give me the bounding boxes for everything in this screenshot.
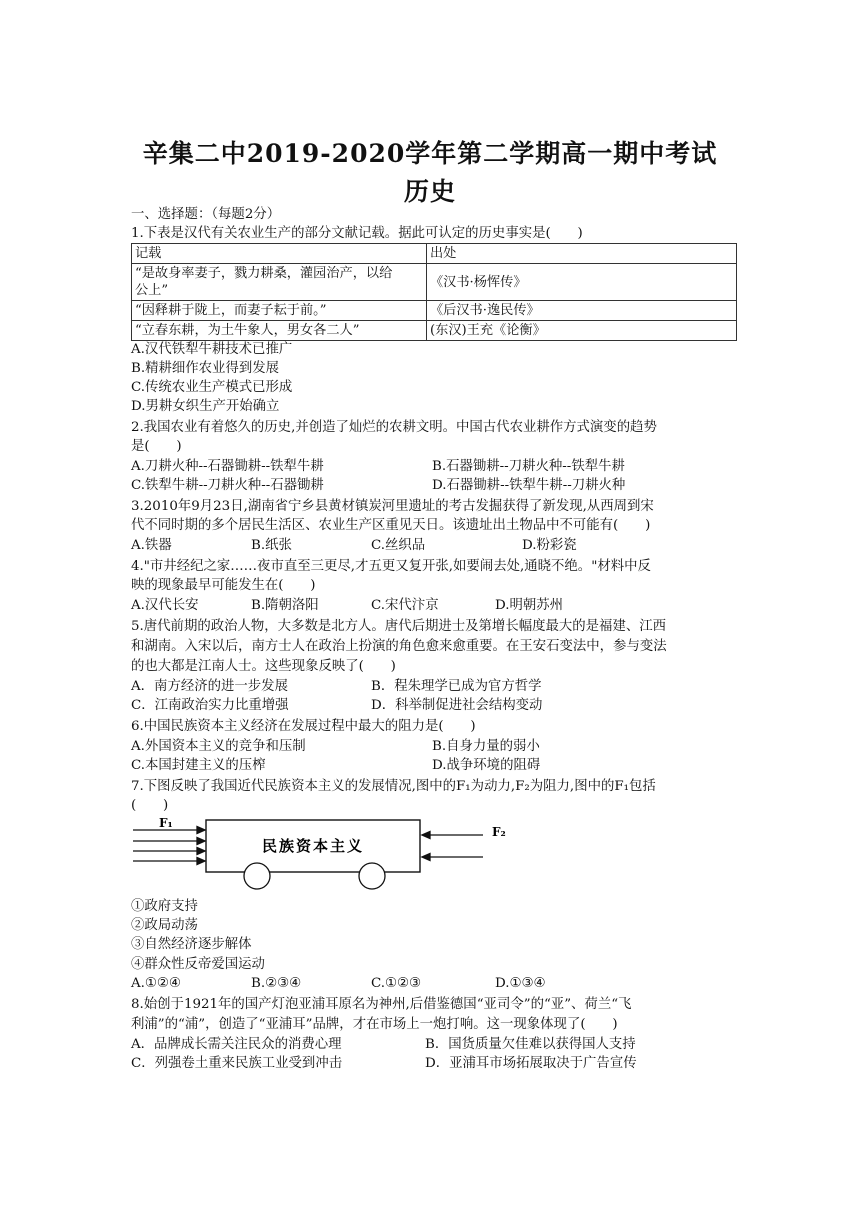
left-wheel xyxy=(244,863,270,889)
table-cell-source: 《汉书·杨恽传》 xyxy=(427,264,737,301)
table-cell-source: 《后汉书·逸民传》 xyxy=(427,301,737,321)
q3-option-c: C.丝织品 xyxy=(371,538,426,553)
q7-option-a: A.①②④ xyxy=(131,976,181,991)
q2-stem: 2.我国农业有着悠久的历史,并创造了灿烂的农耕文明。中国古代农业耕作方式演变的趋势 xyxy=(131,420,657,435)
table-cell-record xyxy=(132,264,427,301)
q7-stem: 7.下图反映了我国近代民族资本主义的发展情况,图中的F₁为动力,F₂为阻力,图中的F₁包括 xyxy=(131,779,656,794)
f1-label: F₁ xyxy=(159,816,173,830)
right-wheel xyxy=(359,863,385,889)
q7-item-4: ④群众性反帝爱国运动 xyxy=(131,957,265,972)
q1-option-b: B.精耕细作农业得到发展 xyxy=(131,361,280,376)
q1-option-d: D.男耕女织生产开始确立 xyxy=(131,399,280,414)
q4-stem: 4."市井经纪之家……夜市直至三更尽,才五更又复开张,如要闹去处,通晓不绝。"材料中反 xyxy=(131,559,651,574)
q7-option-d: D.①③④ xyxy=(495,976,546,991)
exam-title: 辛集二中2019-2020学年第二学期高一期中考试 xyxy=(142,139,718,168)
q1-option-c: C.传统农业生产模式已形成 xyxy=(131,380,293,395)
q5-stem-cont: 和湖南。入宋以后，南方士人在政治上扮演的角色愈来愈重要。在王安石变法中，参与变法 xyxy=(131,639,667,654)
q7-force-diagram xyxy=(133,815,553,890)
q2-option-a: A.刀耕火种--石器锄耕--铁犁牛耕 xyxy=(131,459,324,474)
f2-arrows xyxy=(422,832,483,861)
q6-option-a: A.外国资本主义的竞争和压制 xyxy=(131,739,306,754)
q8-option-d: D．亚浦耳市场拓展取决于广告宣传 xyxy=(425,1056,637,1071)
table-header-cell: 出处 xyxy=(427,244,737,264)
q6-option-c: C.本国封建主义的压榨 xyxy=(131,758,266,773)
q7-stem-cont: ( ) xyxy=(131,798,169,813)
table-row xyxy=(132,301,737,321)
q2-option-c: C.铁犁牛耕--刀耕火种--石器锄耕 xyxy=(131,478,324,493)
record-line: 公上” xyxy=(135,283,169,298)
table-row xyxy=(132,264,737,301)
f2-label: F₂ xyxy=(492,825,506,839)
q4-option-b: B.隋朝洛阳 xyxy=(251,598,319,613)
section-heading: 一、选择题：（每题2分） xyxy=(131,207,281,222)
q7-item-1: ①政府支持 xyxy=(131,899,198,914)
q7-option-b: B.②③④ xyxy=(251,976,302,991)
q4-stem-cont: 映的现象最早可能发生在( ) xyxy=(131,578,316,593)
q2-stem-cont: 是( ) xyxy=(131,439,182,454)
q6-stem: 6.中国民族资本主义经济在发展过程中最大的阻力是( ) xyxy=(131,719,476,734)
q5-stem-cont: 的也大都是江南人士。这些现象反映了( ) xyxy=(131,659,396,674)
enterprise-box-label: 民族资本主义 xyxy=(261,837,365,855)
q5-stem: 5.唐代前期的政治人物，大多数是北方人。唐代后期进士及第增长幅度最大的是福建、江西 xyxy=(131,619,667,634)
q8-stem: 8.始创于1921年的国产灯泡亚浦耳原名为神州,后借鉴德国“亚司令”的“亚”、荷兰“飞 xyxy=(131,997,632,1012)
q6-option-d: D.战争环境的阻碍 xyxy=(432,758,541,773)
table-row xyxy=(132,321,737,341)
q3-option-d: D.粉彩瓷 xyxy=(522,538,577,553)
f1-arrows xyxy=(133,827,205,865)
q1-option-a: A.汉代铁犁牛耕技术已推广 xyxy=(131,342,293,357)
q4-option-a: A.汉代长安 xyxy=(131,598,199,613)
q7-item-2: ②政局动荡 xyxy=(131,918,198,933)
q3-stem: 3.2010年9月23日,湖南省宁乡县黄材镇炭河里遗址的考古发掘获得了新发现,从西周到宋 xyxy=(131,499,654,514)
q4-option-d: D.明朝苏州 xyxy=(495,598,564,613)
q2-option-d: D.石器锄耕--铁犁牛耕--刀耕火种 xyxy=(432,478,626,493)
q3-stem-cont: 代不同时期的多个居民生活区、农业生产区重见天日。该遗址出土物品中不可能有( ) xyxy=(131,518,651,533)
q6-option-b: B.自身力量的弱小 xyxy=(432,739,540,754)
q5-option-b: B．程朱理学已成为官方哲学 xyxy=(371,679,542,694)
q2-option-b: B.石器锄耕--刀耕火种--铁犁牛耕 xyxy=(432,459,625,474)
q8-option-b: B．国货质量欠佳难以获得国人支持 xyxy=(425,1037,636,1052)
q3-option-b: B.纸张 xyxy=(251,538,292,553)
q5-option-c: C．江南政治实力比重增强 xyxy=(131,698,289,713)
q7-option-c: C.①②③ xyxy=(371,976,422,991)
q5-option-d: D．科举制促进社会结构变动 xyxy=(371,698,543,713)
q8-stem-cont: 利浦”的“浦”，创造了“亚浦耳”品牌，才在市场上一炮打响。这一现象体现了( ) xyxy=(131,1017,618,1032)
subject-title: 历史 xyxy=(403,177,456,206)
q1-stem: 1.下表是汉代有关农业生产的部分文献记载。据此可认定的历史事实是( ) xyxy=(131,226,583,241)
table-header-cell: 记载 xyxy=(132,244,427,264)
q5-option-a: A．南方经济的进一步发展 xyxy=(131,679,288,694)
q1-source-table xyxy=(131,243,737,341)
table-header-row xyxy=(132,244,737,264)
table-cell-record: “立春东耕，为土牛象人，男女各二人” xyxy=(132,321,427,341)
table-cell-source: (东汉)王充《论衡》 xyxy=(427,321,737,341)
q8-option-a: A．品牌成长需关注民众的消费心理 xyxy=(131,1037,342,1052)
record-line: “是故身率妻子，戮力耕桑，灌园治产，以给 xyxy=(135,266,393,281)
q8-option-c: C．列强卷土重来民族工业受到冲击 xyxy=(131,1056,343,1071)
table-cell-record: “因释耕于陇上，而妻子耘于前。” xyxy=(132,301,427,321)
q4-option-c: C.宋代汴京 xyxy=(371,598,439,613)
q7-item-3: ③自然经济逐步解体 xyxy=(131,937,252,952)
q3-option-a: A.铁器 xyxy=(131,538,172,553)
